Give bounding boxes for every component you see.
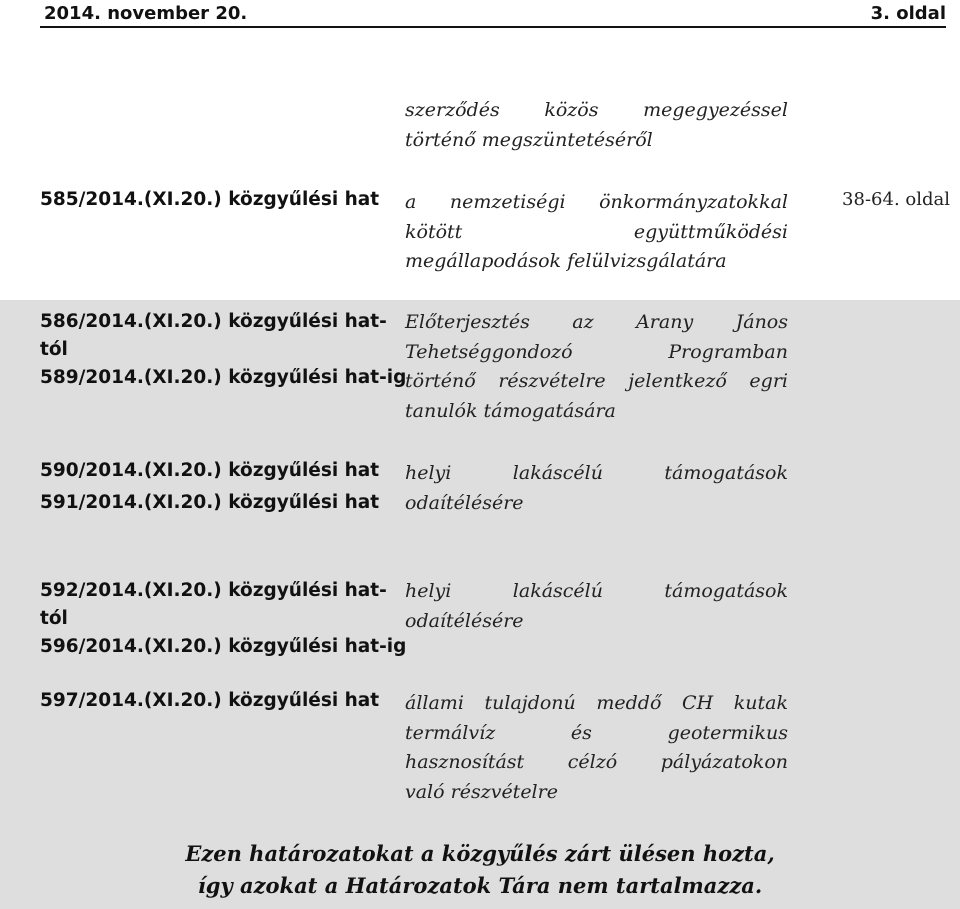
resolution-subject: helyi lakáscélú támogatások odaítélésére [405,462,788,514]
resolution-reference: 597/2014.(XI.20.) közgyűlési hat [40,690,380,711]
resolution-row [0,92,960,162]
header-date: 2014. november 20. [44,3,248,24]
resolution-reference: 590/2014.(XI.20.) közgyűlési hat 591/2014.(XI.20.) közgyűlési hat [40,460,380,513]
resolution-row [0,300,960,433]
resolution-subject: szerződés közös megegyezéssel történő megszüntetéséről [405,99,788,151]
resolution-pages: 38-64. oldal [842,189,950,210]
page-header [40,2,946,28]
resolution-row [0,184,960,284]
header-page-number: 3. oldal [870,3,946,24]
resolution-reference: 585/2014.(XI.20.) közgyűlési hat [40,189,380,210]
resolution-row [0,433,960,543]
resolution-row [0,543,960,673]
resolution-subject: állami tulajdonú meddő CH kutak termálvíz és geotermikus hasznosítást célzó pályázatokon való részvételre [405,692,788,803]
closed-session-notice [0,838,960,902]
resolution-subject: a nemzetiségi önkormányzatokkal kötött együttműködési megállapodások felülvizsgálatára [405,191,788,272]
notice-line-2: így azokat a Határozatok Tára nem tartalmazza. [197,873,763,898]
resolution-reference: 592/2014.(XI.20.) közgyűlési hat- tól 596/2014.(XI.20.) közgyűlési hat-ig [40,580,407,657]
resolution-subject: helyi lakáscélú támogatások odaítélésére [405,580,788,632]
notice-line-1: Ezen határozatokat a közgyűlés zárt ülésen hozta, [185,841,775,866]
resolution-reference: 586/2014.(XI.20.) közgyűlési hat- tól 589/2014.(XI.20.) közgyűlési hat-ig [40,311,407,388]
resolution-subject: Előterjesztés az Arany János Tehetséggondozó Programban történő részvételre jelentkező egri tanulók támogatására [405,311,788,422]
